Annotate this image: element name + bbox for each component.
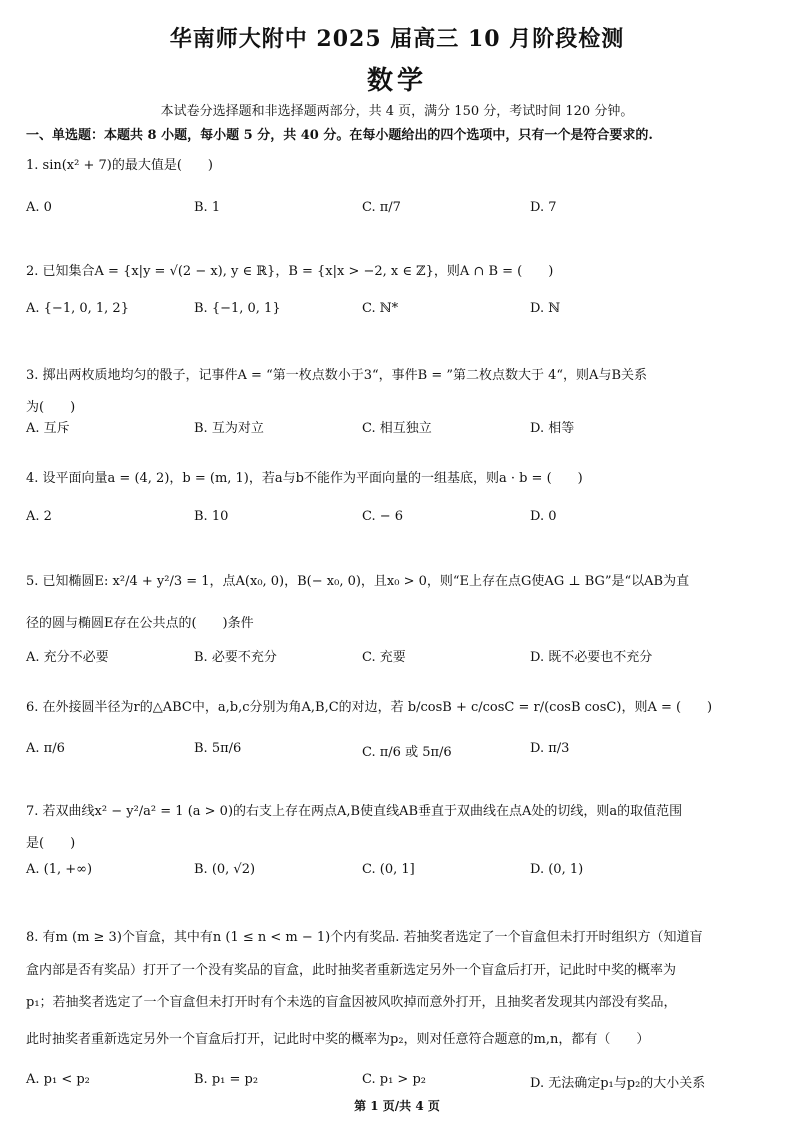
question-8-stem-line-3: p₁；若抽奖者选定了一个盲盒但未打开时有个未选的盲盒因被风吹掉而意外打开，且抽奖者发现其内部没有奖品， <box>26 995 677 1010</box>
question-7-option-a: A. (1, +∞) <box>26 862 93 877</box>
question-6-option-d: D. π/3 <box>530 741 570 756</box>
question-2-option-d: D. ℕ <box>530 301 561 316</box>
question-5-option-b: B. 必要不充分 <box>194 650 277 665</box>
question-8-stem-line-1: 8. 有m (m ≥ 3)个盲盒，其中有n (1 ≤ n < m − 1)个内有奖品. 若抽奖者选定了一个盲盒但未打开时组织方（知道盲 <box>26 930 703 945</box>
question-6-stem: 6. 在外接圆半径为r的△ABC中，a,b,c分别为角A,B,C的对边，若 b/cosB + c/cosC = r/(cosB cosC)，则A = ( ) <box>26 700 713 715</box>
exam-instructions: 本试卷分选择题和非选择题两部分，共 4 页，满分 150 分，考试时间 120 分钟。 <box>160 104 634 119</box>
question-7-option-c: C. (0, 1] <box>362 862 415 877</box>
question-3-option-a: A. 互斥 <box>26 421 70 436</box>
question-8-option-c: C. p₁ > p₂ <box>362 1072 426 1087</box>
exam-title: 华南师大附中 2025 届高三 10 月阶段检测 <box>169 26 625 52</box>
question-4-option-a: A. 2 <box>26 509 52 524</box>
question-4-option-b: B. 10 <box>194 509 229 524</box>
question-3-option-d: D. 相等 <box>530 421 575 436</box>
question-3-option-c: C. 相互独立 <box>362 421 432 436</box>
question-8-stem-line-2: 盒内部是否有奖品）打开了一个没有奖品的盲盒，此时抽奖者重新选定另外一个盲盒后打开，记此时中奖的概率为 <box>26 963 677 978</box>
question-1-stem: 1. sin(x² + 7)的最大值是( ) <box>26 158 213 173</box>
section-heading: 一、单选题：本题共 8 小题，每小题 5 分，共 40 分。在每小题给出的四个选项中，只有一个是符合要求的. <box>26 128 653 143</box>
question-5-option-a: A. 充分不必要 <box>26 650 109 665</box>
question-8-option-a: A. p₁ < p₂ <box>26 1072 90 1087</box>
question-3-stem-line-2: 为( ) <box>26 400 76 415</box>
page-footer: 第 1 页/共 4 页 <box>354 1099 440 1113</box>
question-6-option-b: B. 5π/6 <box>194 741 242 756</box>
question-7-stem-line-2: 是( ) <box>26 836 76 851</box>
question-1-option-d: D. 7 <box>530 200 557 215</box>
question-1-option-b: B. 1 <box>194 200 221 215</box>
question-3-option-b: B. 互为对立 <box>194 421 264 436</box>
question-7-option-d: D. (0, 1) <box>530 862 584 877</box>
question-2-stem: 2. 已知集合A = {x|y = √(2 − x), y ∈ ℝ}，B = {x|x > −2, x ∈ ℤ}，则A ∩ B = ( ) <box>26 264 554 279</box>
question-6-option-a: A. π/6 <box>26 741 65 756</box>
question-4-option-c: C. − 6 <box>362 509 404 524</box>
question-5-stem-line-1: 5. 已知椭圆E: x²/4 + y²/3 = 1，点A(x₀, 0)，B(− x₀, 0)，且x₀ > 0，则“E上存在点G使AG ⊥ BG”是“以AB为直 <box>26 574 690 589</box>
question-7-stem-line-1: 7. 若双曲线x² − y²/a² = 1 (a > 0)的右支上存在两点A,B使直线AB垂直于双曲线在点A处的切线，则a的取值范围 <box>26 804 683 819</box>
question-4-stem: 4. 设平面向量a = (4, 2)，b = (m, 1)，若a与b不能作为平面向量的一组基底，则a · b = ( ) <box>26 471 583 486</box>
question-5-stem-line-2: 径的圆与椭圆E存在公共点的( )条件 <box>26 616 254 631</box>
question-2-option-a: A. {−1, 0, 1, 2} <box>26 301 129 316</box>
subject-title: 数学 <box>366 66 427 96</box>
question-6-option-c: C. π/6 或 5π/6 <box>362 745 452 760</box>
question-8-stem-line-4: 此时抽奖者重新选定另外一个盲盒后打开，记此时中奖的概率为p₂，则对任意符合题意的m,n，都有（ ） <box>26 1032 650 1047</box>
question-2-option-b: B. {−1, 0, 1} <box>194 301 281 316</box>
question-1-option-a: A. 0 <box>26 200 52 215</box>
question-2-option-c: C. ℕ* <box>362 301 399 316</box>
question-1-option-c: C. π/7 <box>362 200 401 215</box>
question-8-option-d: D. 无法确定p₁与p₂的大小关系 <box>530 1076 706 1091</box>
question-5-option-c: C. 充要 <box>362 650 406 665</box>
question-7-option-b: B. (0, √2) <box>194 862 256 877</box>
question-3-stem-line-1: 3. 掷出两枚质地均匀的骰子，记事件A = “第一枚点数小于3“，事件B = ”第二枚点数大于 4“，则A与B关系 <box>26 368 647 383</box>
question-4-option-d: D. 0 <box>530 509 557 524</box>
question-8-option-b: B. p₁ = p₂ <box>194 1072 259 1087</box>
question-5-option-d: D. 既不必要也不充分 <box>530 650 653 665</box>
